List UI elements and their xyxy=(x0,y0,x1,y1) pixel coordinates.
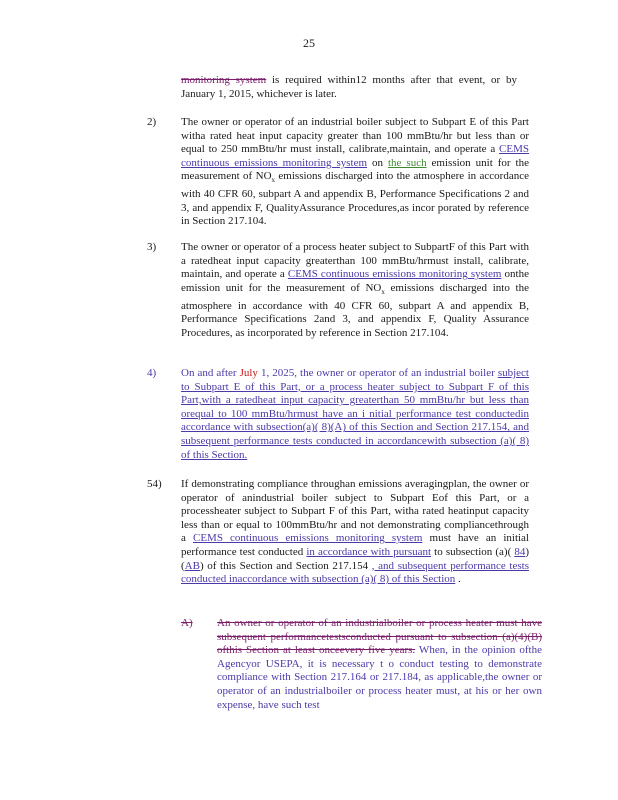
paragraph-text: The owner or operator of an industrial boiler subject to Subpart E of this Part witha rated heat input capacity greater than 100 mmBtu/hr but less than or equal to 250 mmBtu/hr must install, calibrate,maintain, and operate a xyxy=(181,116,529,156)
item-number-4: 4) xyxy=(147,367,157,379)
paragraph-text: . xyxy=(455,573,461,586)
paragraph-2 xyxy=(181,116,529,229)
paragraph-text: If demonstrating compliance throughan emissions averagingplan, the owner or operator of anindustrial boiler subject to Subpart Eof this Part, or a processheater subject to Subpart F of this Part, witha rated heatinput capacity less than or equal to 100mmBtu/hr and not demonstrating compliancethrough a xyxy=(181,478,529,545)
inserted-text: CEMS continuous emissions monitoring system xyxy=(192,532,423,545)
paragraph-text: emissions discharged into the atmosphere in accordance with 40 CFR 60, subpart A and appendix B, Performance Specifications 2 and 3, and appendix F, QualityAssurance Procedures,as incor porated by reference in Section 217.104. xyxy=(181,170,529,228)
inserted-text: , and subsequent performance tests conducted inaccordance with subsection (a)( 8) of this Section xyxy=(181,559,529,586)
paragraph-text: When, in the opinion ofthe Agencyor USEPA, it is necessary t o conduct testing to demonstrate compliance with Section 217.164 or 217.184, as applicable,the owner or operator of an industrialboiler or process heater must, at his or her own expense, have such test xyxy=(217,644,542,711)
inserted-text: CEMS continuous emissions monitoring system xyxy=(181,143,529,169)
inserted-text: AB xyxy=(184,559,200,572)
paragraph-a xyxy=(217,617,542,712)
deleted-text: monitoring system xyxy=(181,74,267,86)
item-number-5: 54) xyxy=(147,478,162,490)
paragraph-text: ) of this Section and Section 217.154 xyxy=(199,559,372,572)
inserted-text: CEMS continuous emissions monitoring system xyxy=(287,268,502,281)
paragraph-text: to subsection (a)( xyxy=(431,545,515,558)
paragraph-text: is required within12 months after that event, or by January 1, 2015, whichever is later. xyxy=(181,74,517,100)
subscript: x xyxy=(381,287,385,296)
deleted-text: An owner or operator of an industrialboiler or process heater must have subsequent performancetestsconducted pursuant to subsection (a)(4)(B) ofthis Section at least onceevery five years. xyxy=(217,617,542,657)
paragraph-text: emission unit for the measurement of NO xyxy=(181,156,529,183)
item-letter-a: A) xyxy=(181,617,193,629)
date-text: July xyxy=(239,367,258,379)
item-number-3: 3) xyxy=(147,241,157,253)
paragraph-text: The owner or operator of a process heater subject to SubpartF of this Part with a ratedheat input capacity greaterthan 100 mmBtu/hrmust install, calibrate, maintain, and operate a xyxy=(181,241,529,281)
paragraph-continuation xyxy=(181,74,517,101)
paragraph-5 xyxy=(181,478,529,587)
paragraph-text: must have an initial performance test conducted xyxy=(181,532,529,558)
paragraph-3 xyxy=(181,241,529,340)
inserted-text: subject to Subpart E of this Part, or a process heater subject to Subpart F of this Part,with a ratedheat input capacity greaterthan 50 mmBtu/hr but less than orequal to 100 mmBtu/hrmust have an i nitial performance test conductedin accordance with subsection(a)( 8)(A) of this Section and Section 217.154, and subsequent performance tests conducted in accordancewith subsection (a)( 8) of this Section. xyxy=(181,367,529,461)
inserted-text: the such xyxy=(388,156,427,169)
paragraph-text: onthe emission unit for the measurement of NO xyxy=(181,268,529,294)
paragraph-text: On and after xyxy=(181,367,240,379)
page-number: 25 xyxy=(303,36,315,50)
subscript: x xyxy=(271,176,276,185)
paragraph-4 xyxy=(181,367,529,462)
paragraph-text: on xyxy=(367,156,388,169)
paragraph-text: emissions discharged into the atmosphere in accordance with 40 CFR 60, subpart A and appendix B, Performance Specifications 2and 3, and appendix F, Quality Assurance Procedures, as incorporated by reference in Section 217.104. xyxy=(181,281,529,339)
paragraph-text: )( xyxy=(181,545,529,572)
item-number-2: 2) xyxy=(147,116,157,128)
inserted-text: in accordance with pursuant xyxy=(306,545,432,558)
paragraph-text: 1, 2025, the owner or operator of an industrial boiler xyxy=(257,367,498,379)
inserted-text: 84 xyxy=(514,545,526,558)
